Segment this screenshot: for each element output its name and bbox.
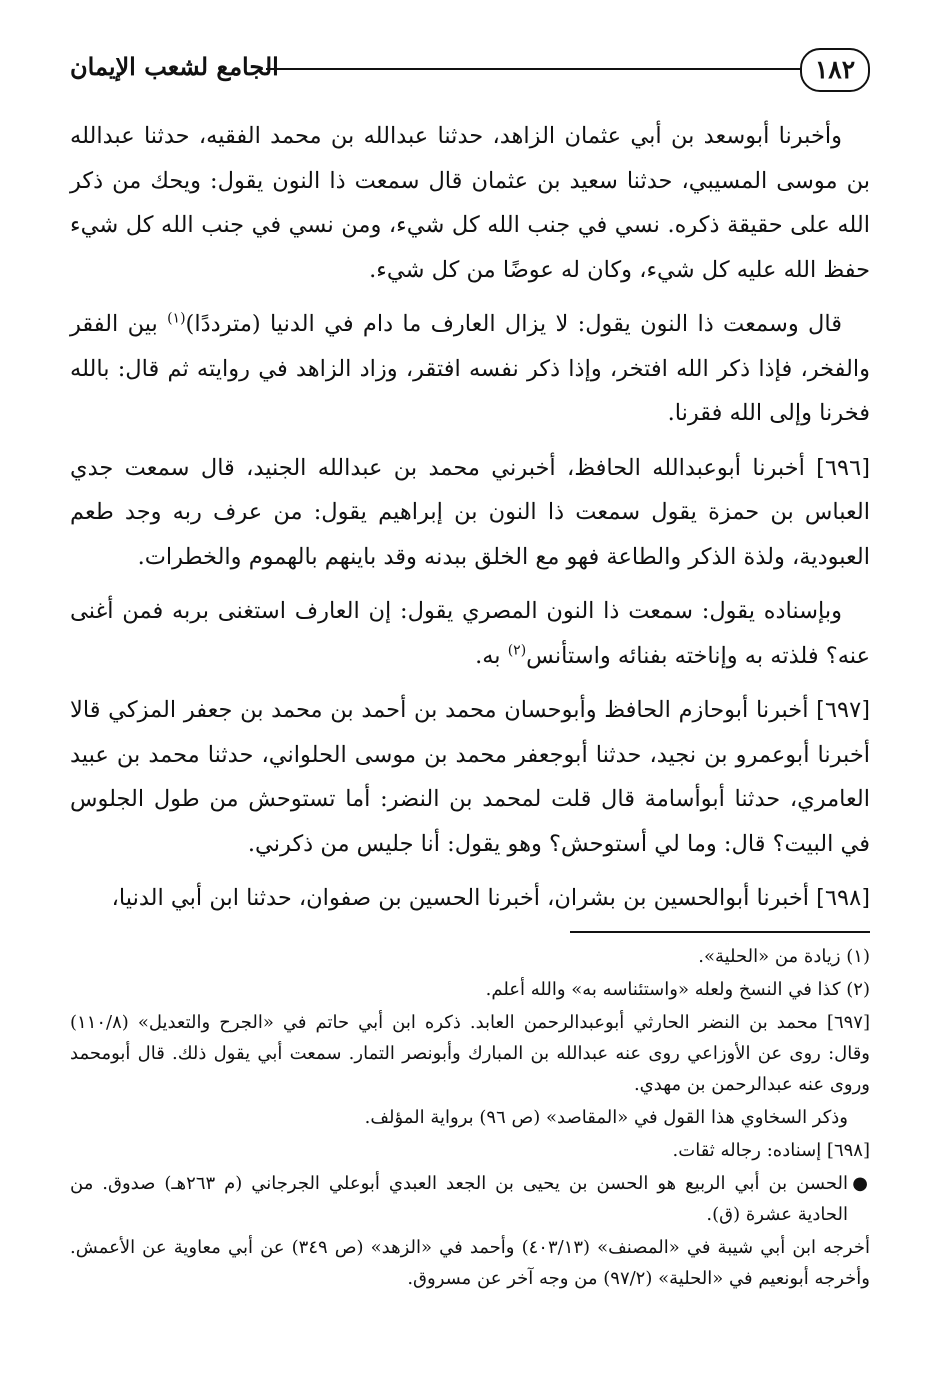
footnotes bbox=[70, 941, 870, 1294]
footnote-698-source: أخرجه ابن أبي شيبة في «المصنف» (٤٠٣/١٣) وأحمد في «الزهد» (ص ٣٤٩) عن أبي معاوية عن الأعمش. وأخرجه أبونعيم في «الحلية» (٩٧/٢) من وجه آخر عن مسروق. bbox=[70, 1236, 870, 1289]
main-text bbox=[70, 114, 870, 921]
running-title: الجامع لشعب الإيمان bbox=[70, 52, 279, 81]
paragraph-4 bbox=[70, 589, 870, 678]
page-header bbox=[70, 40, 870, 100]
paragraph-4-text-b: به. bbox=[475, 642, 508, 669]
paragraph-2-text-b: بين الفقر والفخر، فإذا ذكر الله افتخر، وإذا ذكر نفسه افتقر، وزاد الزاهد في روايته ثم قال: بالله فخرنا وإلى الله فقرنا. bbox=[70, 311, 870, 426]
hadith-number: [٦٩٦] bbox=[816, 454, 870, 481]
hadith-number: [٦٩٨] bbox=[816, 885, 870, 911]
hadith-698 bbox=[70, 876, 870, 921]
footnote-ref-2: (٢) bbox=[507, 642, 527, 658]
footnote-698-narrator bbox=[70, 1168, 870, 1230]
hadith-697 bbox=[70, 688, 870, 866]
paragraph-4-text-a: وبإسناده يقول: سمعت ذا النون المصري يقول: إن العارف استغنى بربه فمن أغنى عنه؟ فلذته به وإناخته بفنائه واستأنس bbox=[70, 598, 870, 669]
footnote-ref-1: (١) bbox=[167, 310, 186, 327]
footnote-rule bbox=[570, 931, 870, 933]
hadith-696 bbox=[70, 446, 870, 580]
hadith-696-text: أخبرنا أبوعبدالله الحافظ، أخبرني محمد بن عبدالله الجنيد، قال سمعت جدي العباس بن حمزة يقول سمعت ذا النون بن إبراهيم يقول: من عرف ربه وجد طعم العبودية، ولذة الذكر والطاعة فهو مع الخلق ببدنه وقد باينهم بالهموم والخطرات. bbox=[70, 454, 870, 570]
footnote-1: (١) زيادة من «الحلية». bbox=[698, 945, 870, 967]
book-page bbox=[70, 40, 870, 1296]
paragraph-2-text-a: قال وسمعت ذا النون يقول: لا يزال العارف ما دام في الدنيا (مترددًا) bbox=[185, 311, 842, 337]
footnote-698: [٦٩٨] إسناده: رجاله ثقات. bbox=[672, 1139, 870, 1161]
hadith-697-text: أخبرنا أبوحازم الحافظ وأبوحسان محمد بن أحمد بن محمد بن جعفر المزكي قالا أخبرنا أبوعمرو بن نجيد، حدثنا أبوجعفر محمد بن موسى الحلواني، حدثنا محمد بن عبيد العامري، حدثنا أبوأسامة قال قلت لمحمد بن النضر: أما تستوحش من طول الجلوس في البيت؟ قال: وما لي أستوحش؟ وهو يقول: أنا جليس من ذكرني. bbox=[70, 697, 870, 857]
hadith-698-text: أخبرنا أبوالحسين بن بشران، أخبرنا الحسين بن صفوان، حدثنا ابن أبي الدنيا، bbox=[111, 885, 817, 911]
footnote-697-note: وذكر السخاوي هذا القول في «المقاصد» (ص ٩٦) برواية المؤلف. bbox=[364, 1106, 848, 1128]
footnote-697: [٦٩٧] محمد بن النضر الحارثي أبوعبدالرحمن العابد. ذكره ابن أبي حاتم في «الجرح والتعديل» (١١٠/٨) وقال: روى عن الأوزاعي روى عنه عبدالله بن المبارك وأبونصر التمار. سمعت أبي يقول ذلك. قال أبومحمد وروى عنه عبدالرحمن بن مهدي. bbox=[70, 1011, 870, 1095]
footnote-2: (٢) كذا في النسخ ولعله «واستئناسه به» والله أعلم. bbox=[485, 978, 870, 1000]
paragraph-2 bbox=[70, 302, 870, 436]
paragraph-1: وأخبرنا أبوسعد بن أبي عثمان الزاهد، حدثنا عبدالله بن محمد الفقيه، حدثنا عبدالله بن موسى المسيبي، حدثنا سعيد بن عثمان قال سمعت ذا النون يقول: ويحك من ذكر الله على حقيقة ذكره. نسي في جنب الله كل شيء، ومن نسي في جنب الله كل شيء حفظ الله عليه كل شيء، وكان له عوضًا من كل شيء. bbox=[70, 123, 870, 283]
header-rule bbox=[266, 68, 800, 70]
hadith-number: [٦٩٧] bbox=[816, 697, 870, 723]
bullet-icon: ● bbox=[852, 1172, 868, 1194]
page-number-badge: ١٨٢ bbox=[800, 48, 870, 92]
footnote-698-narrator-text: الحسن بن أبي الربيع هو الحسن بن يحيى بن الجعد العبدي أبوعلي الجرجاني (م ٢٦٣هـ) صدوق. من الحادية عشرة (ق). bbox=[70, 1172, 848, 1225]
